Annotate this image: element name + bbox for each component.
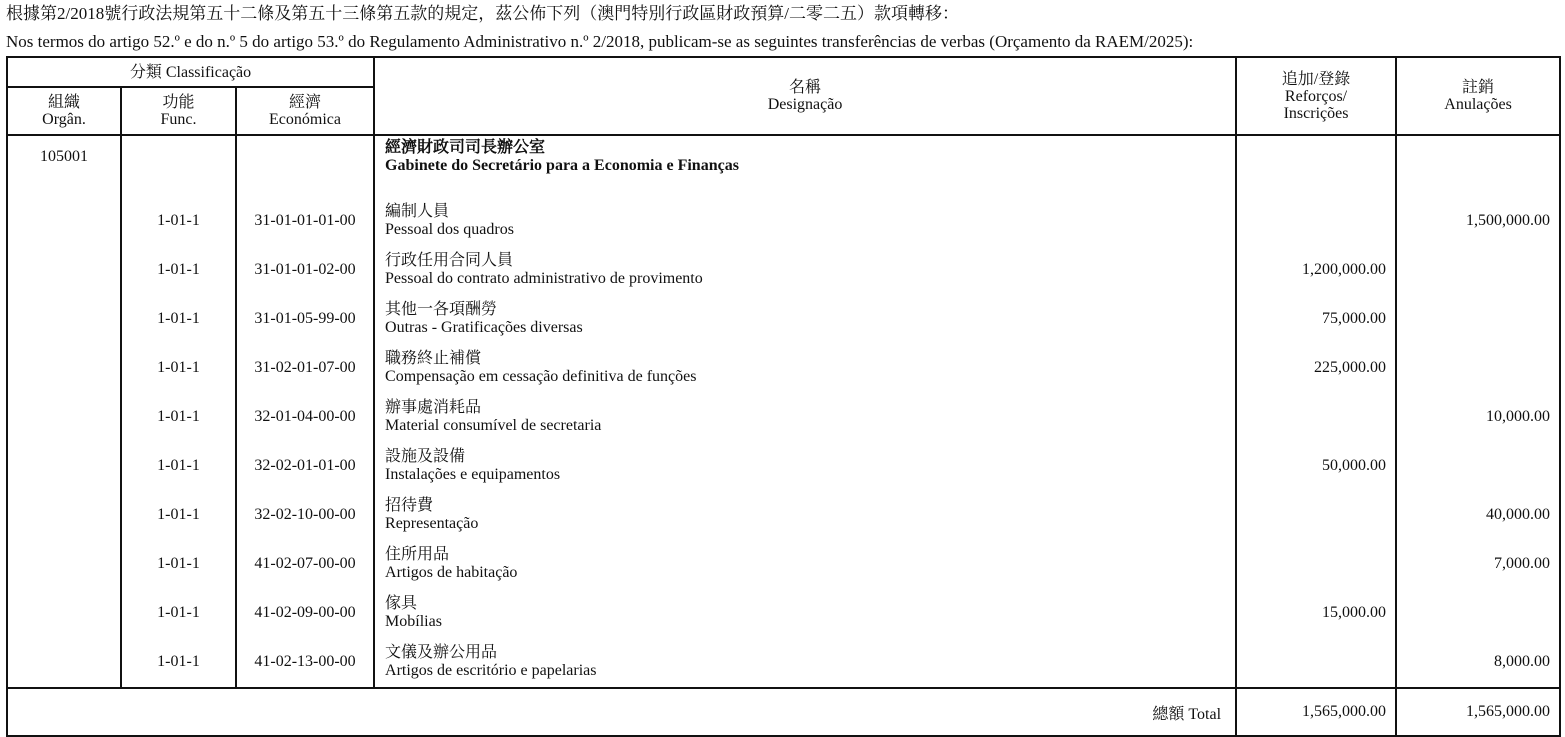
item-designation [374, 539, 1236, 588]
reinforcements-header [1236, 57, 1396, 135]
budget-transfer-table [6, 56, 1561, 737]
reinforcements-header-pt2: Inscrições [1283, 104, 1349, 122]
designation-header-zh: 名稱 [789, 79, 822, 96]
func-code: 1-01-1 [121, 294, 236, 343]
item-designation [374, 196, 1236, 245]
reinforcements-header-zh: 追加/登錄 [1281, 70, 1351, 88]
reinforcement-amount [1236, 392, 1396, 441]
total-label: 總額 Total [7, 688, 1236, 736]
item-name-zh: 文儀及辦公用品 [385, 643, 498, 661]
item-name-pt: Instalações e equipamentos [385, 465, 561, 483]
func-code: 1-01-1 [121, 245, 236, 294]
designation-header [374, 57, 1236, 135]
annulment-amount [1396, 441, 1560, 490]
func-code: 1-01-1 [121, 490, 236, 539]
reinforcement-amount [1236, 196, 1396, 245]
econ-code: 32-02-10-00-00 [236, 490, 374, 539]
econ-code: 31-01-01-02-00 [236, 245, 374, 294]
annulment-amount: 1,500,000.00 [1396, 196, 1560, 245]
econ-code: 32-02-01-01-00 [236, 441, 374, 490]
item-name-pt: Artigos de habitação [385, 563, 518, 581]
reinforcement-amount: 75,000.00 [1236, 294, 1396, 343]
reinforcement-amount [1236, 539, 1396, 588]
total-annulments: 1,565,000.00 [1396, 688, 1560, 736]
item-name-pt: Artigos de escritório e papelarias [385, 661, 597, 679]
func-code: 1-01-1 [121, 196, 236, 245]
table-row [7, 490, 1560, 539]
func-header-pt: Func. [160, 111, 197, 128]
item-name-zh: 編制人員 [385, 202, 450, 220]
annulment-amount [1396, 588, 1560, 637]
econ-code: 31-01-01-01-00 [236, 196, 374, 245]
item-name-pt: Mobílias [385, 612, 442, 630]
table-row [7, 539, 1560, 588]
item-name-pt: Representação [385, 514, 479, 532]
item-name-pt: Pessoal do contrato administrativo de provimento [385, 269, 703, 287]
annulment-amount: 7,000.00 [1396, 539, 1560, 588]
table-row [7, 588, 1560, 637]
item-name-zh: 設施及設備 [385, 447, 466, 465]
econ-code: 41-02-07-00-00 [236, 539, 374, 588]
annulment-amount [1396, 294, 1560, 343]
func-code: 1-01-1 [121, 392, 236, 441]
org-header-pt: Orgân. [42, 111, 86, 128]
item-name-pt: Material consumível de secretaria [385, 416, 602, 434]
reinforcement-amount: 225,000.00 [1236, 343, 1396, 392]
item-designation [374, 637, 1236, 686]
annulment-amount: 10,000.00 [1396, 392, 1560, 441]
func-code: 1-01-1 [121, 637, 236, 686]
econ-code: 41-02-09-00-00 [236, 588, 374, 637]
item-designation [374, 588, 1236, 637]
econ-code: 32-01-04-00-00 [236, 392, 374, 441]
item-name-zh: 職務終止補償 [385, 349, 482, 367]
item-name-zh: 招待費 [385, 496, 434, 514]
reinforcements-header-pt1: Reforços/ [1284, 87, 1348, 105]
total-reinforcements: 1,565,000.00 [1236, 688, 1396, 736]
econ-code: 31-02-01-07-00 [236, 343, 374, 392]
func-header-zh: 功能 [162, 94, 195, 111]
designation-header-pt: Designação [767, 96, 843, 113]
org-designation [374, 135, 1236, 196]
table-row [7, 294, 1560, 343]
annulments-header-zh: 註銷 [1462, 79, 1495, 96]
item-name-pt: Outras - Gratificações diversas [385, 318, 583, 336]
econ-code: 41-02-13-00-00 [236, 637, 374, 686]
annulment-amount: 40,000.00 [1396, 490, 1560, 539]
item-designation [374, 490, 1236, 539]
reinforcement-amount [1236, 490, 1396, 539]
item-designation [374, 441, 1236, 490]
item-designation [374, 245, 1236, 294]
annulment-amount: 8,000.00 [1396, 637, 1560, 686]
table-row [7, 441, 1560, 490]
econ-header-zh: 經濟 [289, 94, 322, 111]
classification-header: 分類 Classificação [7, 57, 374, 87]
table-row [7, 637, 1560, 686]
org-header-zh: 組織 [47, 94, 80, 111]
item-name-pt: Pessoal dos quadros [385, 220, 514, 238]
table-row [7, 392, 1560, 441]
org-name-pt: Gabinete do Secretário para a Economia e Finanças [385, 157, 739, 174]
item-name-zh: 其他一各項酬勞 [385, 300, 498, 318]
intro-portuguese: Nos termos do artigo 52.º e do n.º 5 do artigo 53.º do Regulamento Administrativo n.º 2/2018, publicam-se as seguintes transferências de verbas (Orçamento da RAEM/2025): [6, 32, 1194, 51]
annulments-header [1396, 57, 1560, 135]
func-code: 1-01-1 [121, 343, 236, 392]
item-name-zh: 辦事處消耗品 [385, 398, 482, 416]
reinforcement-amount: 1,200,000.00 [1236, 245, 1396, 294]
item-name-zh: 行政任用合同人員 [385, 251, 514, 269]
item-designation [374, 343, 1236, 392]
org-header [7, 87, 121, 135]
item-name-pt: Compensação em cessação definitiva de funções [385, 367, 697, 385]
annulment-amount [1396, 245, 1560, 294]
func-code: 1-01-1 [121, 539, 236, 588]
item-designation [374, 294, 1236, 343]
total-row [7, 688, 1560, 736]
annulment-amount [1396, 343, 1560, 392]
organization-row [7, 135, 1560, 196]
func-code: 1-01-1 [121, 588, 236, 637]
org-code: 105001 [7, 135, 121, 196]
annulments-header-pt: Anulações [1444, 96, 1512, 113]
item-designation [374, 392, 1236, 441]
reinforcement-amount: 15,000.00 [1236, 588, 1396, 637]
econ-header-pt: Económica [269, 111, 341, 128]
econ-header [236, 87, 374, 135]
reinforcement-amount: 50,000.00 [1236, 441, 1396, 490]
table-row [7, 245, 1560, 294]
intro-chinese: 根據第2/2018號行政法規第五十二條及第五十三條第五款的規定，茲公佈下列（澳門特別行政區財政預算/二零二五）款項轉移： [6, 4, 959, 23]
item-name-zh: 住所用品 [385, 545, 450, 563]
table-row [7, 343, 1560, 392]
item-name-zh: 傢具 [385, 594, 418, 612]
func-header [121, 87, 236, 135]
func-code: 1-01-1 [121, 441, 236, 490]
table-row [7, 196, 1560, 245]
org-name-zh: 經濟財政司司長辦公室 [385, 139, 546, 156]
reinforcement-amount [1236, 637, 1396, 686]
econ-code: 31-01-05-99-00 [236, 294, 374, 343]
